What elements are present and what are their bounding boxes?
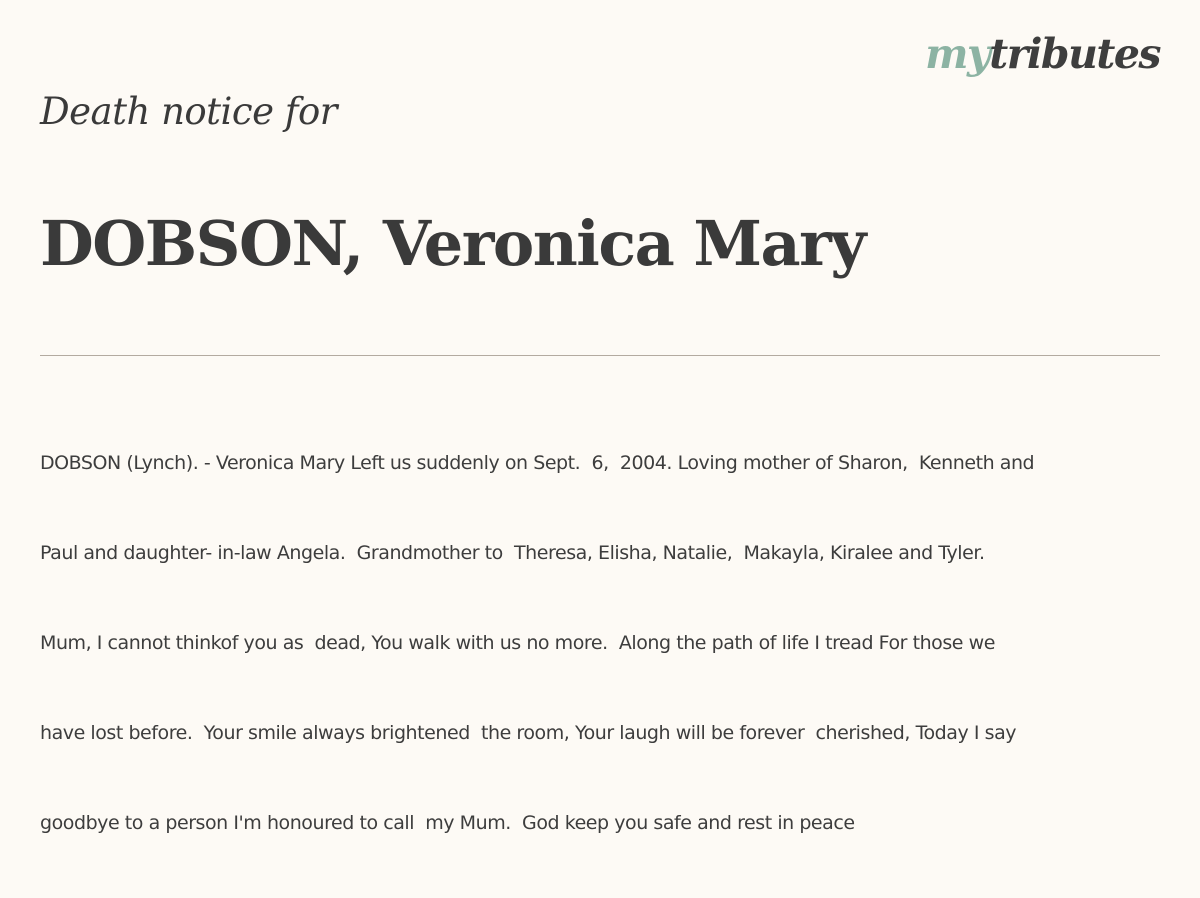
- page-subtitle: Death notice for: [40, 90, 337, 133]
- logo-text-my: my: [925, 30, 990, 78]
- notice-line: DOBSON (Lynch). - Veronica Mary Left us suddenly on Sept. 6, 2004. Loving mother of Sharon, Kenneth and: [40, 452, 1035, 474]
- divider: [40, 355, 1160, 356]
- notice-text: [40, 388, 1120, 898]
- deceased-name: DOBSON, Veronica Mary: [40, 207, 865, 280]
- mytributes-logo[interactable]: [925, 30, 1160, 78]
- notice-line: goodbye to a person I'm honoured to call my Mum. God keep you safe and rest in peace: [40, 812, 855, 834]
- notice-line: Paul and daughter- in-law Angela. Grandmother to Theresa, Elisha, Natalie, Makayla, Kiralee and Tyler.: [40, 542, 985, 564]
- logo-text-tributes: tributes: [989, 30, 1160, 78]
- notice-line: have lost before. Your smile always brightened the room, Your laugh will be forever cherished, Today I say: [40, 722, 1017, 744]
- notice-line: Mum, I cannot thinkof you as dead, You walk with us no more. Along the path of life I tread For those we: [40, 632, 995, 654]
